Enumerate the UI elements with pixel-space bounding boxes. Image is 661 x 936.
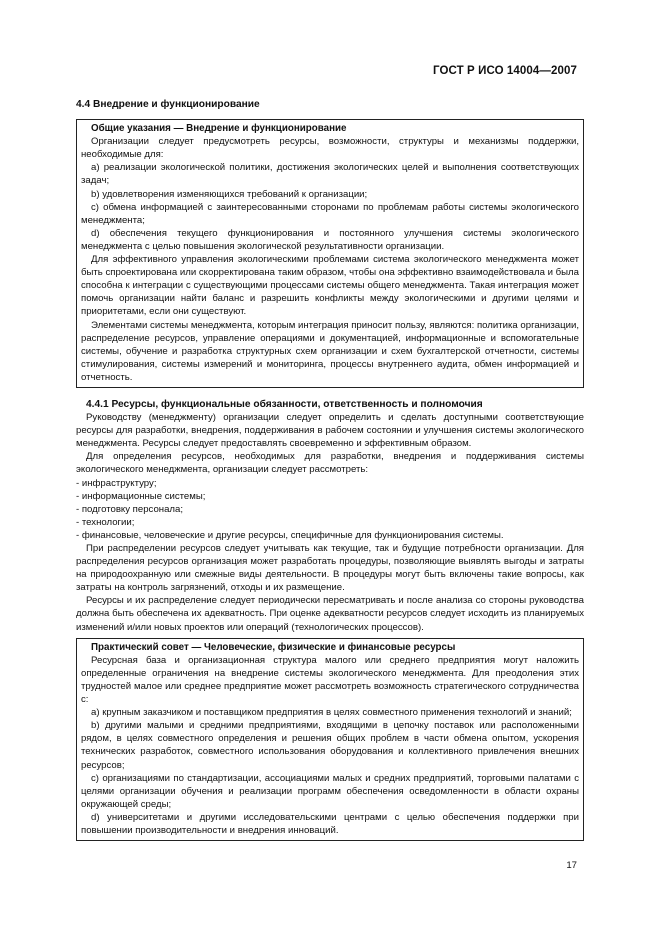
general-guidance-box: [76, 119, 584, 388]
box-list-item: b) другими малыми и средними предприятиями, входящими в цепочку поставок или расположенными рядом, в целях совместного определения и решения общих проблем в части обмена опытом, ускорения технических разработок, совместного использования оборудования и коллективного привлечения внешних ресурсов;: [81, 720, 579, 771]
box-list-item: d) университетами и другими исследовательскими центрами с целью обеспечения поддержки при повышении производительности и внедрения инноваций.: [81, 811, 579, 836]
box-list-item: c) обмена информацией с заинтересованными сторонами по проблемам работы системы экологического менеджмента;: [81, 201, 579, 226]
box-list-item: a) крупным заказчиком и поставщиком предприятия в целях совместного применения технологий и знаний;: [91, 707, 572, 719]
list-item: - информационные системы;: [76, 490, 206, 502]
paragraph: Для определения ресурсов, необходимых для разработки, внедрения и поддерживания системы экологического менеджмента, организации следует рассмотреть:: [76, 451, 584, 476]
practical-advice-box: [76, 638, 584, 841]
list-item: - технологии;: [76, 516, 135, 528]
paragraph: Руководству (менеджменту) организации следует определить и сделать доступными соответствующие ресурсы для разработки, внедрения, поддерживания в рабочем состоянии и улучшения системы экологического менеджмента. Ресурсы следует предоставлять своевременно и эффективным образом.: [76, 412, 584, 450]
box-paragraph: Для эффективного управления экологическими проблемами система экологического менеджмента может быть спроектирована или скорректирована таким образом, чтобы она эффективно взаимодействовала и была способна к интеграции с существующими процессами системы общего менеджмента. Такая интеграция может помочь организации найти баланс и разрешить конфликты между экологическими и другими целями и приоритетами, если они существуют.: [81, 254, 579, 318]
paragraph: Ресурсы и их распределение следует периодически пересматривать и после анализа со стороны руководства должна быть обеспечена их адекватность. При оценке адекватности ресурсов следует исходить из планируемых изменений и/или новых проектов или операций (технологических процессов).: [76, 595, 584, 633]
paragraph: При распределении ресурсов следует учитывать как текущие, так и будущие потребности организации. Для распределения ресурсов организация может разработать процедуры, позволяющие выявлять выгоды и затраты на природоохранную или смежные виды деятельности. В процедуры могут быть включены такие вопросы, как затраты на контроль загрязнений, отходы и их размещение.: [76, 543, 584, 594]
subsection-title: 4.4.1 Ресурсы, функциональные обязанности, ответственность и полномочия: [86, 398, 483, 410]
box-paragraph: Организации следует предусмотреть ресурсы, возможности, структуры и механизмы поддержки, необходимые для:: [81, 136, 579, 161]
list-item: - подготовку персонала;: [76, 503, 184, 515]
page-content: [76, 98, 584, 847]
box-paragraph: Элементами системы менеджмента, которым интеграция приносит пользу, являются: политика организации, распределение ресурсов, управление операциями и документацией, информационные и вспомогательные системы, обучение и разработка структурных схем организации и схем бухгалтерской отчетности, системы стимулирования, системы измерений и мониторинга, процессы внутреннего аудита, обмен информацией и отчетность.: [81, 319, 579, 383]
box-title: Общие указания — Внедрение и функционирование: [91, 123, 347, 135]
section-title: 4.4 Внедрение и функционирование: [76, 99, 260, 110]
box-list-item: a) реализации экологической политики, достижения экологических целей и выполнения соответствующих задач;: [81, 162, 579, 187]
box-list-item: c) организациями по стандартизации, ассоциациями малых и средних предприятий, торговыми палатами с целями организации обучения и реализации программ обеспечения осведомленности в области охраны окружающей среды;: [81, 772, 579, 810]
document-id: ГОСТ Р ИСО 14004—2007: [432, 65, 577, 77]
box-list-item: d) обеспечения текущего функционирования и постоянного улучшения системы экологического менеджмента с целью повышения экологической результативности организации.: [81, 227, 579, 252]
box-title: Практический совет — Человеческие, физические и финансовые ресурсы: [91, 641, 456, 653]
page-number: 17: [566, 860, 577, 871]
list-item: - инфраструктуру;: [76, 477, 157, 489]
list-item: - финансовые, человеческие и другие ресурсы, специфичные для функционирования системы.: [76, 529, 504, 541]
box-list-item: b) удовлетворения изменяющихся требований к организации;: [91, 188, 368, 200]
box-paragraph: Ресурсная база и организационная структура малого или среднего предприятия могут наложить определенные ограничения на внедрение системы экологического менеджмента. Для преодоления этих трудностей малое или среднее предприятие может рассмотреть возможность стратегического сотрудничества с:: [81, 654, 579, 706]
